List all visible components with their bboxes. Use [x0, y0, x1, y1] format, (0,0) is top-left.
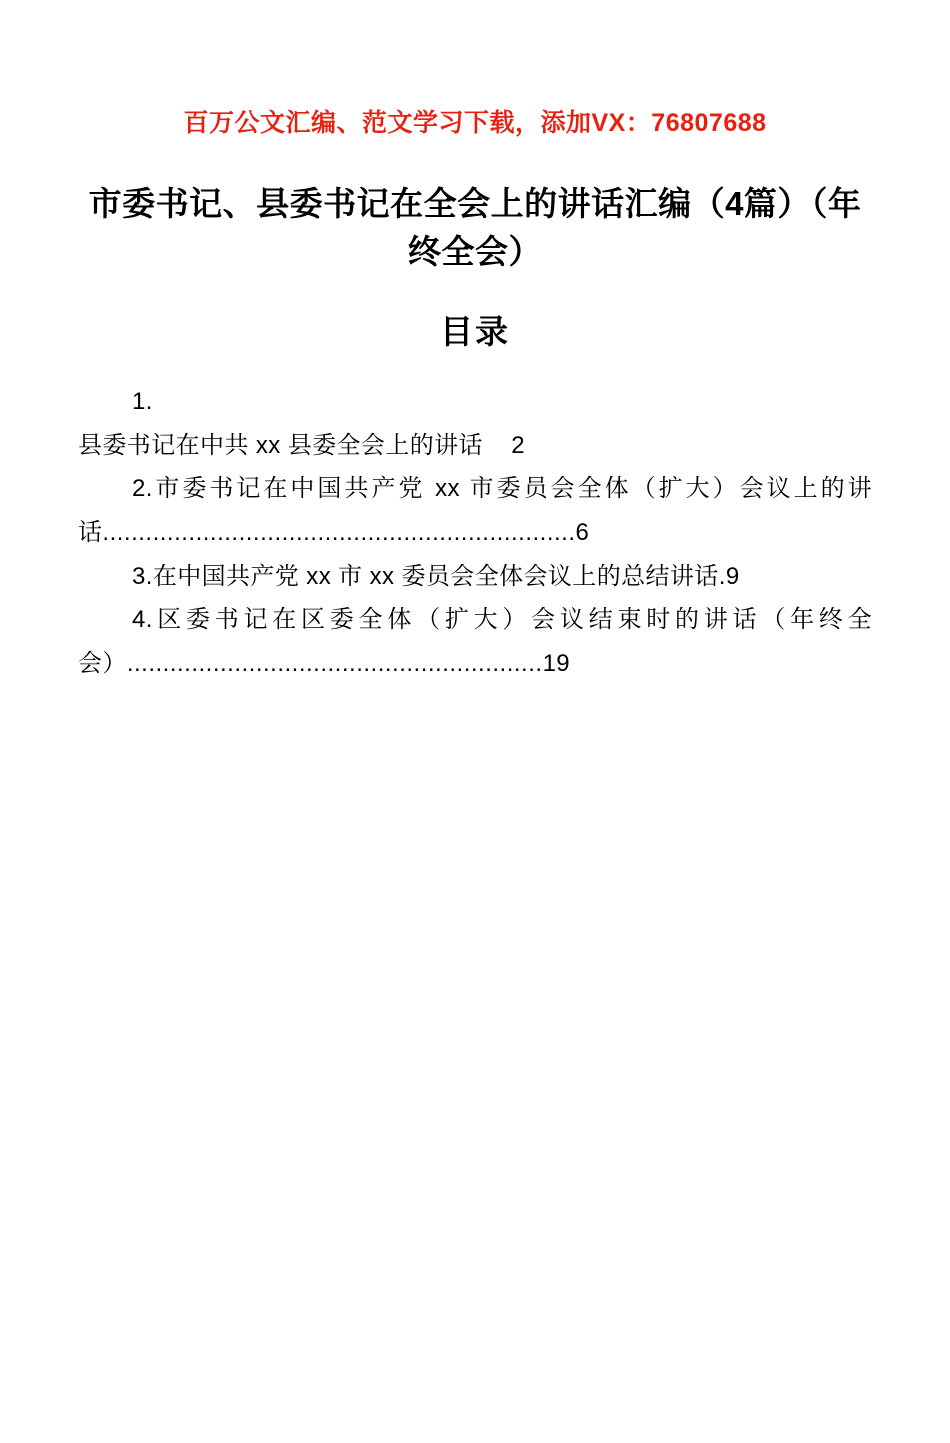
- toc-item-title: 在中国共产党 xx 市 xx 委员会全体会议上的总结讲话: [152, 562, 719, 590]
- toc-item-title: 区委书记在区委全体（扩大）会议结束时的讲话（年终全会）: [78, 606, 872, 678]
- toc-item[interactable]: [78, 598, 872, 685]
- document-page: [0, 108, 950, 1443]
- toc-item-number: 2.: [132, 475, 153, 503]
- toc-item-page: 2: [511, 431, 525, 459]
- toc-item-title: 市委书记在中国共产党 xx 市委员会全体（扩大）会议上的讲话: [78, 475, 872, 547]
- promo-banner: 百万公文汇编、范文学习下载，添加VX：76807688: [183, 109, 767, 137]
- table-of-contents: [78, 380, 872, 686]
- toc-item-leader: ..................................................................: [102, 519, 576, 547]
- toc-item-leader: .: [718, 562, 726, 590]
- toc-item-page: 6: [575, 519, 590, 547]
- toc-item[interactable]: [78, 467, 872, 554]
- toc-item-page: 19: [542, 650, 571, 678]
- toc-heading: 目录: [440, 312, 510, 350]
- toc-item-title: 县委书记在中共 xx 县委全会上的讲话: [78, 431, 483, 459]
- toc-item[interactable]: [78, 380, 872, 467]
- toc-item-number: 4.: [132, 606, 153, 634]
- toc-item-number: 1.: [132, 388, 153, 416]
- toc-item-page: 9: [725, 562, 740, 590]
- toc-item-leader: ..........................................................: [126, 650, 543, 678]
- toc-item[interactable]: [78, 555, 872, 599]
- toc-item-number: 3.: [132, 562, 153, 590]
- page-title: 市委书记、县委书记在全会上的讲话汇编（4篇）（年终全会）: [88, 185, 862, 270]
